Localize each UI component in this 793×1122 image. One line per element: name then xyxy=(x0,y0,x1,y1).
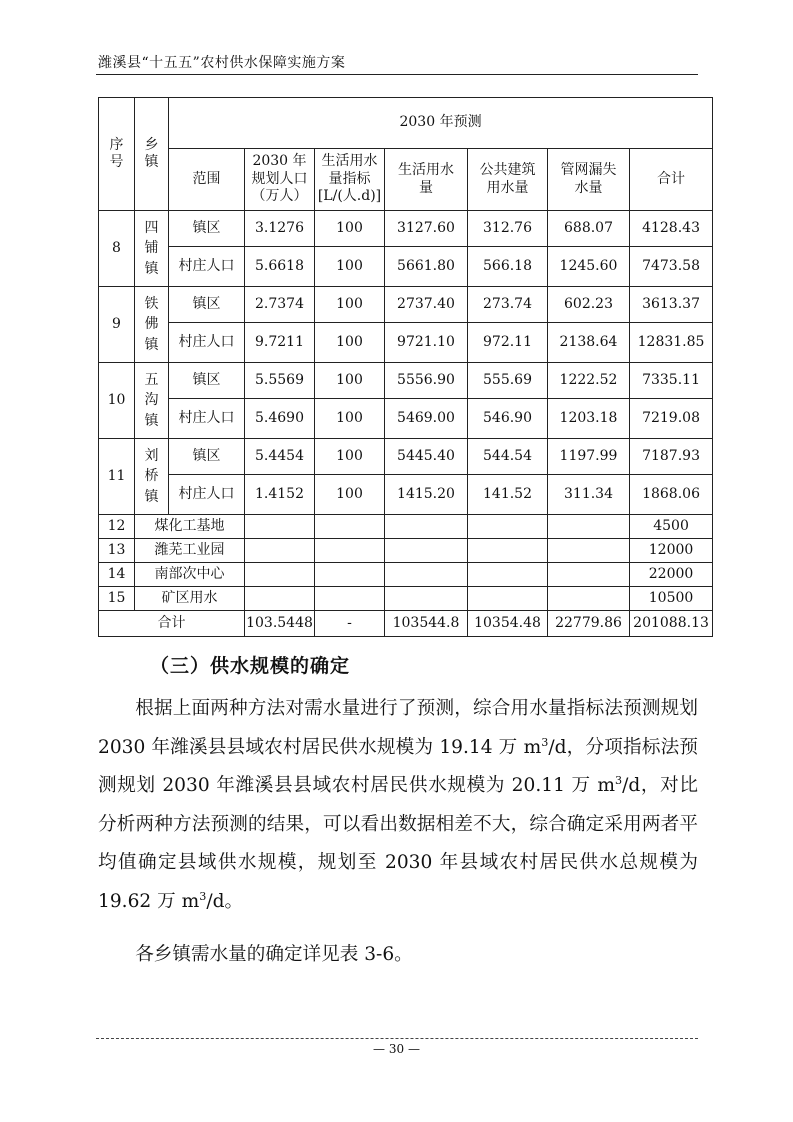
leakage-cell: 2138.64 xyxy=(548,323,630,363)
index-cell: 100 xyxy=(315,211,385,247)
total-cell: 7187.93 xyxy=(630,439,713,475)
row-number: 14 xyxy=(99,563,135,587)
header-domestic-water: 生活用水量 xyxy=(385,149,468,211)
table-row xyxy=(99,563,713,587)
special-zone-name: 潍芜工业园 xyxy=(135,539,245,563)
row-number: 12 xyxy=(99,515,135,539)
header-pipe-leakage: 管网漏失水量 xyxy=(548,149,630,211)
special-zone-name: 矿区用水 xyxy=(135,587,245,611)
domestic-cell: 1415.20 xyxy=(385,475,468,515)
population-cell: 3.1276 xyxy=(245,211,315,247)
total-cell: 7219.08 xyxy=(630,399,713,439)
header-scope: 范围 xyxy=(169,149,245,211)
leakage-cell: 22779.86 xyxy=(548,611,630,637)
table-reference-note: 各乡镇需水量的确定详见表 3-6。 xyxy=(135,944,413,965)
leakage-cell: 602.23 xyxy=(548,287,630,323)
population-cell: 5.4690 xyxy=(245,399,315,439)
header-water-index: 生活用水量指标[L/(人.d)] xyxy=(315,149,385,211)
scope-cell: 村庄人口 xyxy=(169,323,245,363)
public-cell: 312.76 xyxy=(468,211,548,247)
water-demand-table xyxy=(98,97,713,637)
header-seq: 序号 xyxy=(99,98,135,211)
total-cell: 12831.85 xyxy=(630,323,713,363)
scope-cell: 镇区 xyxy=(169,211,245,247)
table-row xyxy=(99,399,713,439)
scope-cell: 村庄人口 xyxy=(169,399,245,439)
town-name: 刘桥镇 xyxy=(135,439,169,515)
total-cell: 4500 xyxy=(630,515,713,539)
body-paragraph: 根据上面两种方法对需水量进行了预测，综合用水量指标法预测规划 2030 年潍溪县县域农村居民供水规模为 19.14 万 $m^3/d$，分项指标法预测规划 2030 年潍溪县县域农村居民供水规模为 20.11 万 $m^3/d$，对比分析两种方法预测的结果，可以看出数据相差不大，综合确定采用两者平均值确定县域供水规模，规划至 2030 年县域农村居民供水总规模为 19.62 万 $m^3/d$。 xyxy=(98,698,699,912)
row-number: 8 xyxy=(99,211,135,287)
footer-divider xyxy=(96,1038,698,1039)
index-cell: 100 xyxy=(315,247,385,287)
domestic-cell: 103544.8 xyxy=(385,611,468,637)
public-cell: 141.52 xyxy=(468,475,548,515)
table-row xyxy=(99,539,713,563)
leakage-cell: 1197.99 xyxy=(548,439,630,475)
total-cell: 3613.37 xyxy=(630,287,713,323)
leakage-cell: 1203.18 xyxy=(548,399,630,439)
population-cell: 5.4454 xyxy=(245,439,315,475)
public-cell: 972.11 xyxy=(468,323,548,363)
town-name: 五沟镇 xyxy=(135,363,169,439)
scope-cell: 镇区 xyxy=(169,363,245,399)
row-number: 11 xyxy=(99,439,135,515)
index-cell: 100 xyxy=(315,323,385,363)
index-cell: - xyxy=(315,611,385,637)
domestic-cell: 5445.40 xyxy=(385,439,468,475)
header-public-building-water: 公共建筑用水量 xyxy=(468,149,548,211)
scope-cell: 镇区 xyxy=(169,287,245,323)
public-cell: 544.54 xyxy=(468,439,548,475)
special-zone-name: 南部次中心 xyxy=(135,563,245,587)
section-heading: （三）供水规模的确定 xyxy=(150,655,351,677)
domestic-cell: 5469.00 xyxy=(385,399,468,439)
scope-cell: 镇区 xyxy=(169,439,245,475)
header-town: 乡镇 xyxy=(135,98,169,211)
table-row xyxy=(99,587,713,611)
total-cell: 1868.06 xyxy=(630,475,713,515)
table-row xyxy=(99,211,713,247)
population-cell: 2.7374 xyxy=(245,287,315,323)
leakage-cell: 311.34 xyxy=(548,475,630,515)
header-planned-population: 2030 年规划人口（万人） xyxy=(245,149,315,211)
leakage-cell: 1245.60 xyxy=(548,247,630,287)
header-total: 合计 xyxy=(630,149,713,211)
index-cell: 100 xyxy=(315,439,385,475)
table-total-row xyxy=(99,611,713,637)
total-cell: 4128.43 xyxy=(630,211,713,247)
leakage-cell: 1222.52 xyxy=(548,363,630,399)
row-number: 15 xyxy=(99,587,135,611)
total-cell: 22000 xyxy=(630,563,713,587)
population-cell: 1.4152 xyxy=(245,475,315,515)
table-row xyxy=(99,323,713,363)
population-cell: 5.6618 xyxy=(245,247,315,287)
population-cell: 9.7211 xyxy=(245,323,315,363)
total-cell: 10500 xyxy=(630,587,713,611)
total-cell: 201088.13 xyxy=(630,611,713,637)
table-row xyxy=(99,247,713,287)
total-label: 合计 xyxy=(99,611,245,637)
domestic-cell: 5661.80 xyxy=(385,247,468,287)
total-cell: 7473.58 xyxy=(630,247,713,287)
row-number: 9 xyxy=(99,287,135,363)
domestic-cell: 2737.40 xyxy=(385,287,468,323)
special-zone-name: 煤化工基地 xyxy=(135,515,245,539)
public-cell: 566.18 xyxy=(468,247,548,287)
leakage-cell: 688.07 xyxy=(548,211,630,247)
row-number: 10 xyxy=(99,363,135,439)
row-number: 13 xyxy=(99,539,135,563)
index-cell: 100 xyxy=(315,363,385,399)
scope-cell: 村庄人口 xyxy=(169,475,245,515)
total-cell: 7335.11 xyxy=(630,363,713,399)
domestic-cell: 5556.90 xyxy=(385,363,468,399)
domestic-cell: 9721.10 xyxy=(385,323,468,363)
scope-cell: 村庄人口 xyxy=(169,247,245,287)
town-name: 铁佛镇 xyxy=(135,287,169,363)
table-row xyxy=(99,363,713,399)
table-row xyxy=(99,475,713,515)
document-header-title: 潍溪县“十五五”农村供水保障实施方案 xyxy=(98,55,346,71)
page-number: — 30 — xyxy=(373,1042,420,1056)
header-divider xyxy=(96,74,698,75)
public-cell: 10354.48 xyxy=(468,611,548,637)
header-forecast-2030: 2030 年预测 xyxy=(169,98,713,149)
population-cell: 103.5448 xyxy=(245,611,315,637)
table-row xyxy=(99,287,713,323)
domestic-cell: 3127.60 xyxy=(385,211,468,247)
total-cell: 12000 xyxy=(630,539,713,563)
index-cell: 100 xyxy=(315,287,385,323)
index-cell: 100 xyxy=(315,399,385,439)
public-cell: 555.69 xyxy=(468,363,548,399)
town-name: 四铺镇 xyxy=(135,211,169,287)
table-row xyxy=(99,439,713,475)
population-cell: 5.5569 xyxy=(245,363,315,399)
table-row xyxy=(99,515,713,539)
public-cell: 546.90 xyxy=(468,399,548,439)
index-cell: 100 xyxy=(315,475,385,515)
public-cell: 273.74 xyxy=(468,287,548,323)
